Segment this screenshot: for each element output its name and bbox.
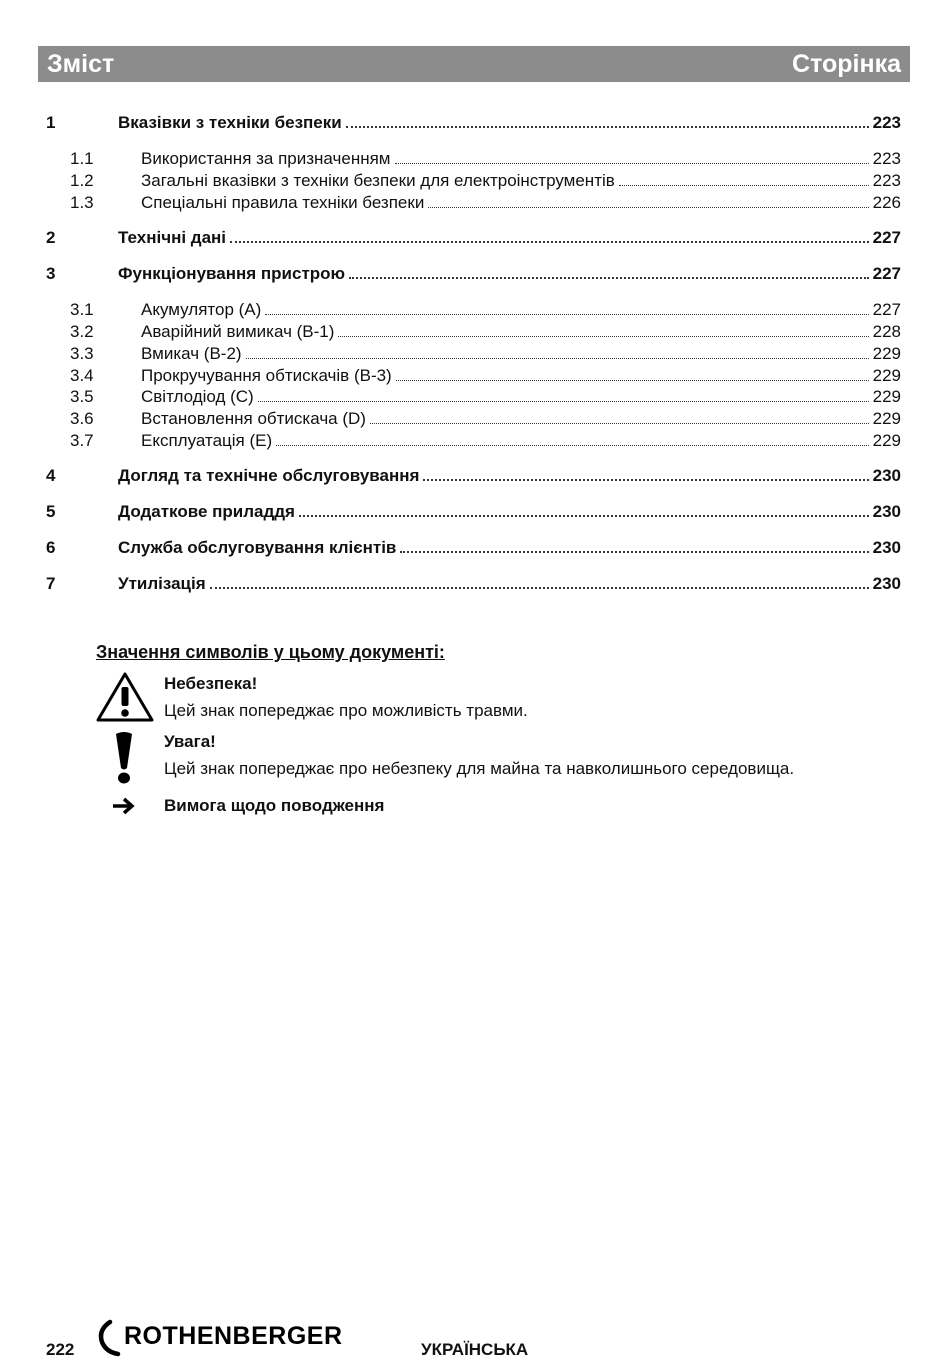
toc-entry-title: Світлодіод (C) xyxy=(141,387,254,406)
toc-leader-dots xyxy=(276,444,868,446)
toc-leader-dots xyxy=(246,357,869,359)
toc-entry[interactable] xyxy=(46,193,901,213)
toc-leader-dots xyxy=(210,586,869,589)
toc-entry-number: 3.3 xyxy=(70,344,94,363)
toc-entry-page: 227 xyxy=(872,264,901,283)
toc-entry-title: Додаткове приладдя xyxy=(118,502,295,521)
arrow-right-icon xyxy=(112,797,136,815)
danger-title: Небезпека! xyxy=(164,674,258,693)
toc-entry[interactable] xyxy=(46,387,901,407)
toc-leader-dots xyxy=(258,400,869,402)
toc-entry-title: Експлуатація (E) xyxy=(141,431,273,450)
toc-entry[interactable] xyxy=(46,300,901,320)
toc-entry-page: 230 xyxy=(872,502,901,521)
toc-entry-title: Аварійний вимикач (B-1) xyxy=(141,322,335,341)
toc-entry-page: 227 xyxy=(872,300,901,319)
toc-entry[interactable] xyxy=(46,264,901,284)
brand-logo-text: ROTHENBERGER xyxy=(124,1322,343,1350)
toc-entry[interactable] xyxy=(46,344,901,364)
toc-entry[interactable] xyxy=(46,366,901,386)
toc-entry[interactable] xyxy=(46,228,901,248)
toc-entry-number: 1.1 xyxy=(70,149,94,168)
toc-entry[interactable] xyxy=(46,113,901,133)
toc-entry-page: 230 xyxy=(872,574,901,593)
toc-entry-page: 228 xyxy=(872,322,901,341)
toc-leader-dots xyxy=(395,162,869,164)
toc-entry-page: 226 xyxy=(872,193,901,212)
toc-entry-number: 3.2 xyxy=(70,322,94,341)
toc-leader-dots xyxy=(230,240,869,243)
toc-entry-page: 227 xyxy=(872,228,901,247)
toc-entry-page: 223 xyxy=(872,113,901,132)
toc-leader-dots xyxy=(338,335,868,337)
header-contents-label: Зміст xyxy=(47,49,115,78)
warning-triangle-icon xyxy=(96,671,154,723)
header-page-label: Сторінка xyxy=(792,49,901,78)
caution-text: Цей знак попереджає про небезпеку для майна та навколишнього середовища. xyxy=(164,759,795,778)
footer-language: УКРАЇНСЬКА xyxy=(421,1340,529,1359)
toc-entry-number: 5 xyxy=(46,502,56,521)
footer-page-number: 222 xyxy=(46,1340,75,1359)
toc-entry-number: 6 xyxy=(46,538,56,557)
toc-entry-title: Вмикач (B-2) xyxy=(141,344,242,363)
toc-leader-dots xyxy=(299,514,869,517)
toc-entry-number: 1 xyxy=(46,113,56,132)
toc-entry-page: 223 xyxy=(872,171,901,190)
legend-title: Значення символів у цьому документі: xyxy=(96,642,445,662)
toc-entry-title: Служба обслуговування клієнтів xyxy=(118,538,397,557)
toc-entry[interactable] xyxy=(46,322,901,342)
action-text: Вимога щодо поводження xyxy=(164,796,385,815)
toc-entry-title: Вказівки з техніки безпеки xyxy=(118,113,342,132)
toc-leader-dots xyxy=(265,313,868,315)
toc-entry-number: 3.5 xyxy=(70,387,94,406)
toc-entry-number: 3.4 xyxy=(70,366,94,385)
toc-leader-dots xyxy=(400,550,868,553)
exclamation-icon xyxy=(112,730,136,786)
toc-entry[interactable] xyxy=(46,574,901,594)
toc-entry-number: 4 xyxy=(46,466,56,485)
toc-entry-page: 229 xyxy=(872,431,901,450)
toc-entry-title: Прокручування обтискачів (B-3) xyxy=(141,366,392,385)
rothenberger-logo xyxy=(96,1318,348,1360)
toc-entry[interactable] xyxy=(46,149,901,169)
toc-leader-dots xyxy=(349,276,869,279)
toc-entry[interactable] xyxy=(46,466,901,486)
caution-title: Увага! xyxy=(164,732,216,751)
toc-entry-number: 3.1 xyxy=(70,300,94,319)
toc-entry-number: 3 xyxy=(46,264,56,283)
danger-text: Цей знак попереджає про можливість травми. xyxy=(164,701,528,720)
toc-entry-page: 229 xyxy=(872,387,901,406)
toc-entry-title: Функціонування пристрою xyxy=(118,264,346,283)
toc-leader-dots xyxy=(370,422,869,424)
toc-entry[interactable] xyxy=(46,502,901,522)
toc-entry-title: Загальні вказівки з техніки безпеки для електроінструментів xyxy=(141,171,615,190)
toc-entry[interactable] xyxy=(46,538,901,558)
toc-entry-number: 3.6 xyxy=(70,409,94,428)
toc-entry-number: 1.2 xyxy=(70,171,94,190)
toc-leader-dots xyxy=(396,379,869,381)
toc-leader-dots xyxy=(428,206,868,208)
toc-entry-page: 229 xyxy=(872,409,901,428)
toc-entry[interactable] xyxy=(46,431,901,451)
toc-entry-page: 230 xyxy=(872,466,901,485)
toc-entry-number: 1.3 xyxy=(70,193,94,212)
toc-entry-title: Встановлення обтискача (D) xyxy=(141,409,366,428)
toc-entry-title: Технічні дані xyxy=(118,228,227,247)
toc-entry-title: Утилізація xyxy=(118,574,206,593)
toc-leader-dots xyxy=(619,184,869,186)
toc-leader-dots xyxy=(346,125,869,128)
toc-entry-page: 229 xyxy=(872,344,901,363)
toc-entry-title: Використання за призначенням xyxy=(141,149,391,168)
toc-header xyxy=(38,46,910,82)
toc-entry[interactable] xyxy=(46,171,901,191)
toc-entry-number: 7 xyxy=(46,574,56,593)
toc-entry-title: Акумулятор (A) xyxy=(141,300,262,319)
toc-entry[interactable] xyxy=(46,409,901,429)
toc-entry-page: 229 xyxy=(872,366,901,385)
toc-entry-title: Догляд та технічне обслуговування xyxy=(118,466,420,485)
toc-entry-title: Спеціальні правила техніки безпеки xyxy=(141,193,425,212)
toc-entry-page: 230 xyxy=(872,538,901,557)
toc-entry-number: 3.7 xyxy=(70,431,94,450)
toc-entry-number: 2 xyxy=(46,228,56,247)
toc-entry-page: 223 xyxy=(872,149,901,168)
toc-leader-dots xyxy=(423,478,868,481)
